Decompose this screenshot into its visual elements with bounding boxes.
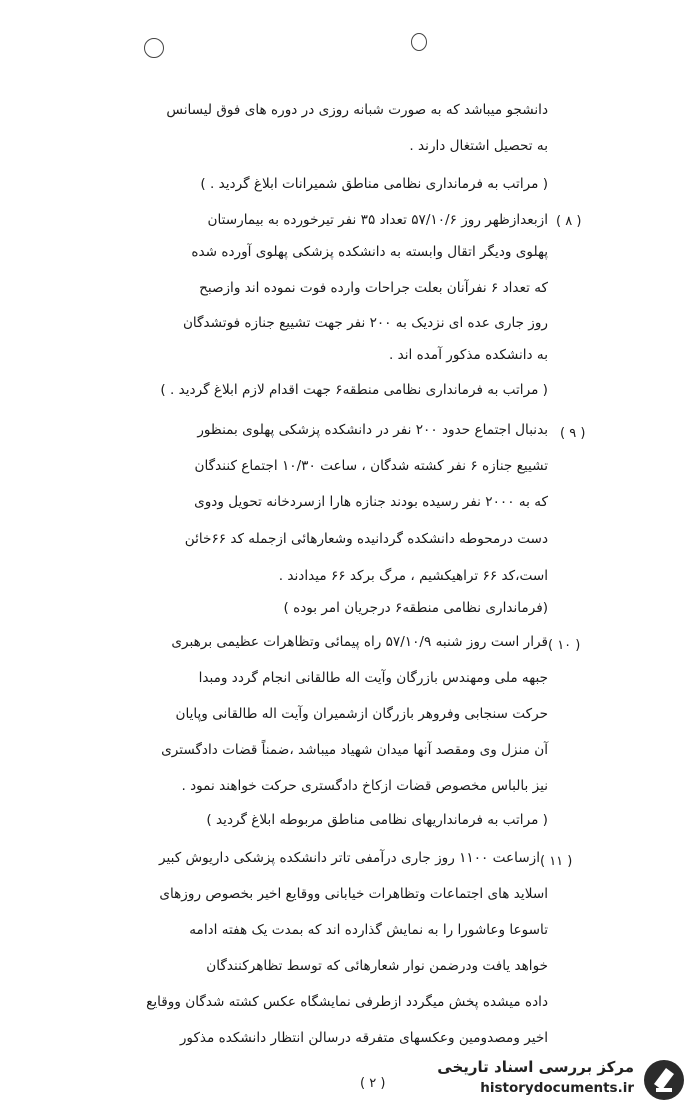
text-line: حرکت سنجابی وفروهر بازرگان ازشمیران وآیت اله طالقانی وپایان	[175, 706, 548, 722]
text-line: نیز بالباس مخصوص قضات ازکاخ دادگستری حرکت خواهند نمود .	[181, 778, 548, 794]
text-line: دست درمحوطه دانشکده گردانیده وشعارهائی ازجمله کد ۶۶خائن	[184, 531, 548, 547]
text-line: تاسوعا وعاشورا را به نمایش گذارده اند که بمدت یک هفته ادامه	[189, 922, 548, 938]
text-line: ( مراتب به فرمانداری نظامی منطقه۶ جهت اقدام لازم ابلاغ گردید . )	[160, 382, 548, 398]
watermark-title: مرکز بررسی اسناد تاریخی	[437, 1058, 634, 1076]
text-line: دانشجو میباشد که به صورت شبانه روزی در دوره های فوق لیسانس	[166, 102, 548, 118]
text-line: قرار است روز شنبه ۵۷/۱۰/۹ راه پیمائی وتظاهرات عظیمی برهبری	[171, 634, 548, 650]
item-number: ( ۸ )	[556, 214, 582, 229]
item-number: ( ۱۰ )	[548, 638, 581, 653]
item-number: ( ۱۱ )	[540, 854, 573, 869]
site-watermark[interactable]	[390, 1058, 690, 1100]
circle-mark-left	[144, 38, 164, 58]
text-line: که تعداد ۶ نفرآنان بعلت جراحات وارده فوت نموده اند وازصبح	[199, 280, 548, 296]
item-number: ( ۹ )	[560, 426, 586, 441]
text-line: ازبعدازظهر روز ۵۷/۱۰/۶ تعداد ۳۵ نفر تیرخورده به بیمارستان	[207, 212, 548, 228]
text-line: بدنبال اجتماع حدود ۲۰۰ نفر در دانشکده پزشکی پهلوی بمنظور	[197, 422, 548, 438]
circle-mark-right	[411, 33, 427, 51]
text-line: (فرمانداری نظامی منطقه۶ درجریان امر بوده )	[283, 600, 548, 616]
text-line: جبهه ملی ومهندس بازرگان وآیت اله طالقانی انجام گردد ومبدا	[198, 670, 548, 686]
text-line: به تحصیل اشتغال دارند .	[409, 138, 548, 154]
text-line: اخیر ومصدومین وعکسهای متفرقه درسالن انتظار دانشکده مذکور	[179, 1030, 548, 1046]
text-line: آن منزل وی ومقصد آنها میدان شهیاد میباشد ،ضمناً قضات دادگستری	[161, 742, 548, 758]
archive-logo-icon	[642, 1058, 686, 1102]
text-line: ( مراتب به فرمانداری نظامی مناطق شمیرانات ابلاغ گردید . )	[200, 176, 548, 192]
text-line: داده میشده پخش میگردد ازطرفی نمایشگاه عکس کشته شدگان ووقایع	[146, 994, 548, 1010]
page-number: ( ۲ )	[360, 1076, 386, 1091]
text-line: ازساعت ۱۱۰۰ روز جاری درآمفی تاتر دانشکده پزشکی داریوش کبیر	[159, 850, 540, 866]
text-line: که به ۲۰۰۰ نفر رسیده بودند جنازه هارا ازسردخانه تحویل ودوی	[194, 494, 548, 510]
text-line: است،کد ۶۶ تراهیکشیم ، مرگ برکد ۶۶ میدادند .	[278, 568, 548, 584]
text-line: تشییع جنازه ۶ نفر کشته شدگان ، ساعت ۱۰/۳۰ اجتماع کنندگان	[194, 458, 548, 474]
watermark-url[interactable]: historydocuments.ir	[480, 1080, 634, 1096]
text-line: به دانشکده مذکور آمده اند .	[389, 347, 548, 363]
text-line: روز جاری عده ای نزدیک به ۲۰۰ نفر جهت تشییع جنازه فوتشدگان	[182, 315, 548, 331]
text-line: خواهد یافت ودرضمن نوار شعارهائی که توسط تظاهرکنندگان	[206, 958, 548, 974]
text-line: ( مراتب به فرمانداریهای نظامی مناطق مربوطه ابلاغ گردید )	[206, 812, 548, 828]
text-line: پهلوی ودیگر اتقال وابسته به دانشکده پزشکی پهلوی آورده شده	[191, 244, 548, 260]
text-line: اسلاید های اجتماعات وتظاهرات خیابانی ووقایع اخیر بخصوص روزهای	[159, 886, 548, 902]
